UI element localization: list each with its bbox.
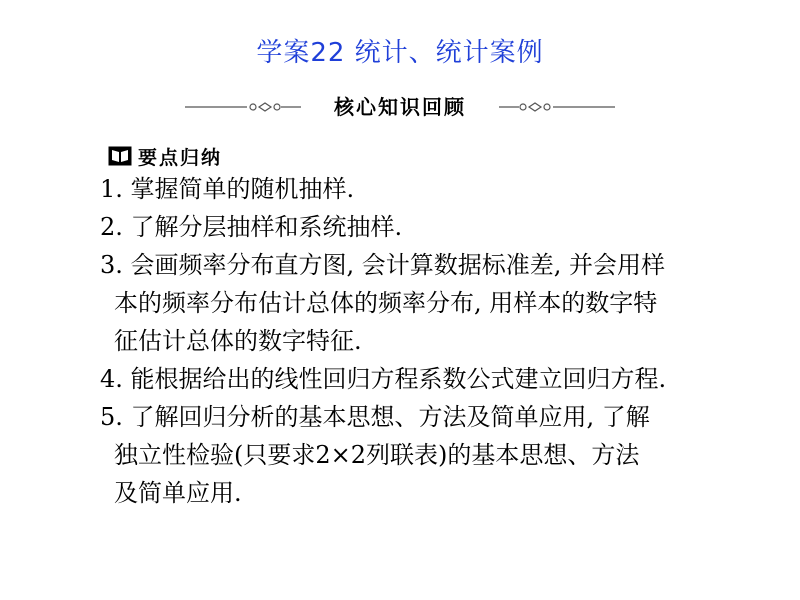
page-title: 学案22 统计、统计案例 bbox=[256, 38, 544, 68]
list-item-text: 1. 掌握简单的随机抽样. bbox=[100, 175, 355, 203]
subsection-header bbox=[108, 144, 222, 168]
list-item bbox=[100, 398, 740, 512]
list-item bbox=[100, 360, 740, 398]
list-item bbox=[100, 208, 740, 246]
section-header bbox=[185, 92, 615, 122]
key-points-list bbox=[100, 170, 740, 512]
list-item-text: 2. 了解分层抽样和系统抽样. bbox=[100, 213, 403, 241]
list-item bbox=[100, 246, 740, 360]
list-item-text: 3. 会画频率分布直方图, 会计算数据标准差, 并会用样 bbox=[100, 251, 666, 279]
list-item bbox=[100, 170, 740, 208]
list-item-text: 5. 了解回归分析的基本思想、方法及简单应用, 了解 bbox=[100, 403, 650, 431]
list-item-text: 4. 能根据给出的线性回归方程系数公式建立回归方程. bbox=[100, 365, 667, 393]
list-item-text-continued: 及简单应用. bbox=[114, 479, 242, 507]
subsection-title: 要点归纳 bbox=[138, 146, 223, 169]
section-title: 核心知识回顾 bbox=[334, 95, 466, 119]
book-icon bbox=[108, 146, 132, 166]
list-item-text-continued: 独立性检验(只要求2×2列联表)的基本思想、方法 bbox=[114, 441, 640, 469]
list-item-text-continued: 本的频率分布估计总体的频率分布, 用样本的数字特 bbox=[114, 289, 658, 317]
list-item-text-continued: 征估计总体的数字特征. bbox=[114, 327, 362, 355]
